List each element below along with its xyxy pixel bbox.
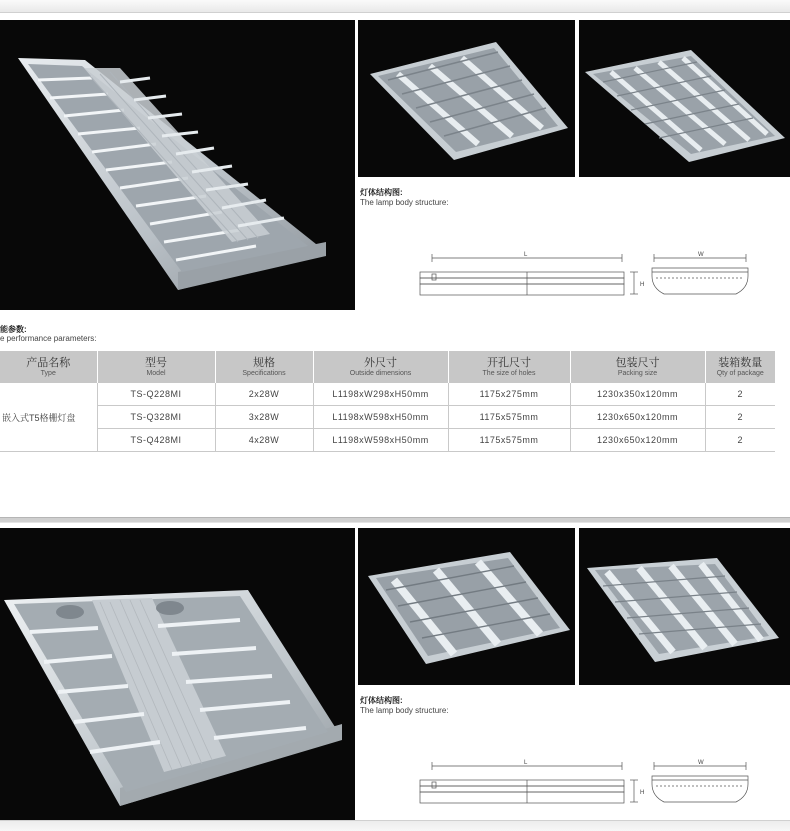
packing-cell: 1230x650x120mm [570, 406, 705, 429]
lamp-photo-3-tube [358, 20, 575, 177]
drawing-height-label: H [640, 790, 645, 796]
drawing-height-label: H [640, 282, 645, 288]
model-cell: TS-Q228MI [97, 383, 215, 406]
params-title-en: e performance parameters: [0, 334, 97, 343]
performance-parameters-table [0, 351, 775, 452]
bottom-divider-strip [0, 820, 790, 831]
header-hole-size: 开孔尺寸 The size of holes [448, 351, 570, 383]
lamp-photo-2-tube-main [0, 20, 355, 310]
holes-cell: 1175x575mm [448, 406, 570, 429]
packing-cell: 1230x650x120mm [570, 429, 705, 452]
drawing-width-label: W [698, 252, 704, 258]
lamp-photo-600-3-tube [358, 528, 575, 685]
spec-cell: 3x28W [215, 406, 313, 429]
spec-cell: 4x28W [215, 429, 313, 452]
outside-cell: L1198xW598xH50mm [313, 406, 448, 429]
header-qty: 装箱数量 Qty of package [705, 351, 775, 383]
spec-cell: 2x28W [215, 383, 313, 406]
product-type-cell: 嵌入式T5格栅灯盘 [0, 383, 97, 452]
lamp-structure-caption-2 [360, 696, 448, 716]
caption-zh: 灯体结构图: [360, 696, 403, 705]
lamp-photo-4-tube [579, 20, 790, 177]
lamp-structure-drawing-2 [416, 756, 756, 816]
header-type: 产品名称 Type [0, 351, 97, 383]
caption-en: The lamp body structure: [360, 706, 449, 715]
outside-cell: L1198xW298xH50mm [313, 383, 448, 406]
qty-cell: 2 [705, 406, 775, 429]
holes-cell: 1175x275mm [448, 383, 570, 406]
holes-cell: 1175x575mm [448, 429, 570, 452]
drawing-length-label: L [524, 252, 528, 258]
qty-cell: 2 [705, 383, 775, 406]
model-cell: TS-Q328MI [97, 406, 215, 429]
table-row [0, 429, 775, 452]
qty-cell: 2 [705, 429, 775, 452]
outside-cell: L1198xW598xH50mm [313, 429, 448, 452]
table-row [0, 383, 775, 406]
top-divider-strip [0, 0, 790, 13]
table-row [0, 406, 775, 429]
caption-en: The lamp body structure: [360, 198, 449, 207]
lamp-photo-600-main [0, 528, 355, 820]
header-model: 型号 Model [97, 351, 215, 383]
packing-cell: 1230x350x120mm [570, 383, 705, 406]
section-divider [0, 517, 790, 523]
model-cell: TS-Q428MI [97, 429, 215, 452]
drawing-length-label: L [524, 760, 528, 766]
drawing-width-label: W [698, 760, 704, 766]
lamp-structure-caption [360, 188, 448, 208]
performance-parameters-heading [0, 325, 97, 343]
header-specifications: 规格 Specifications [215, 351, 313, 383]
params-title-zh: 能参数: [0, 325, 27, 334]
table-header-row [0, 351, 775, 383]
lamp-photo-600-4-tube [579, 528, 790, 685]
header-packing-size: 包装尺寸 Packing size [570, 351, 705, 383]
lamp-structure-drawing [416, 248, 756, 308]
caption-zh: 灯体结构图: [360, 188, 403, 197]
header-outside-dimensions: 外尺寸 Outside dimensions [313, 351, 448, 383]
